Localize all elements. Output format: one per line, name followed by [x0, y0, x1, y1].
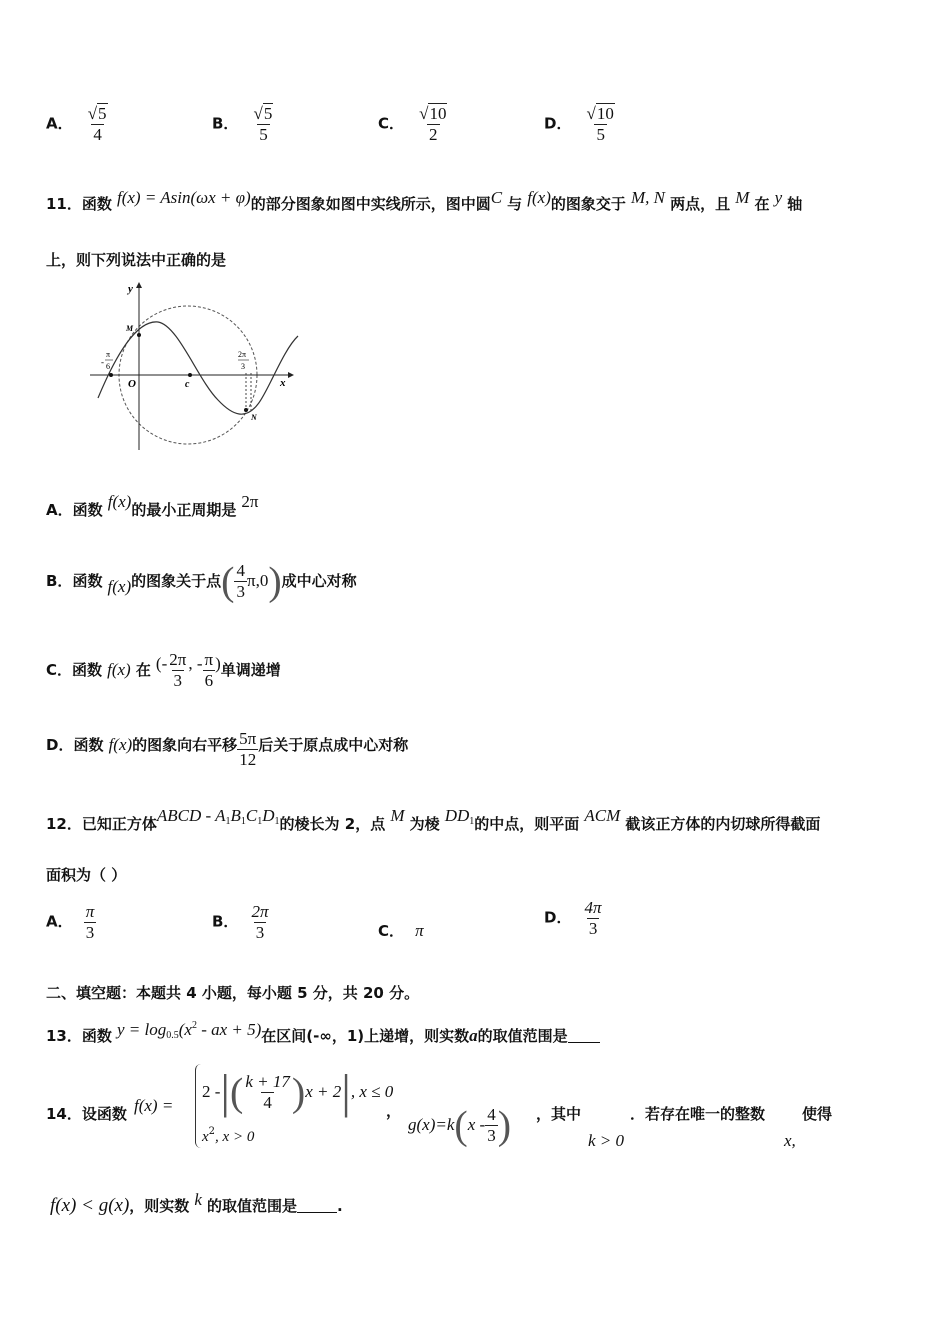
option-label: B．	[212, 114, 239, 133]
option-label: B．	[212, 912, 239, 931]
option-text: 的最小正周期是	[131, 501, 237, 519]
edge-name	[445, 806, 475, 825]
subscript: 1	[257, 816, 263, 827]
n-label: N	[251, 413, 257, 422]
option-label: C．	[378, 922, 405, 940]
piece-1	[202, 1065, 394, 1119]
point-c	[188, 373, 192, 377]
subscript: 1	[469, 816, 475, 827]
q14-number	[46, 1103, 127, 1124]
q12-stem-line2: 面积为（ ）	[46, 866, 127, 884]
origin-label: O	[128, 378, 136, 390]
math-var: f(x)	[107, 492, 132, 511]
question-number: 12．	[46, 815, 82, 833]
q11-stem-line2: 上，则下列说法中正确的是	[46, 251, 227, 269]
sqrt-sign: √	[87, 104, 98, 123]
section-2-title: 二、填空题：本题共 4 小题，每小题 5 分，共 20 分。	[46, 984, 420, 1002]
denominator: 3	[487, 1126, 496, 1145]
stem-text: 的取值范围是	[207, 1197, 298, 1215]
q11-option-a	[46, 492, 259, 520]
denominator: 4	[263, 1093, 272, 1112]
formula-part: - ax + 5)	[196, 1020, 262, 1039]
option-label: C．	[378, 114, 405, 133]
math-var: f(x)	[527, 188, 551, 207]
formula: f(x) = Asin(ωx + φ)	[116, 188, 251, 207]
math-var: f(x)	[107, 577, 132, 596]
numerator: 2π	[251, 902, 269, 921]
q10-option-c	[378, 104, 449, 144]
stem-text: 为棱	[409, 815, 440, 833]
x-axis-arrow	[288, 372, 294, 378]
neg-sign: -	[101, 357, 104, 367]
q11-option-c	[46, 636, 281, 698]
option-text: 的图象关于点	[131, 572, 222, 590]
fraction	[417, 104, 449, 144]
q10-option-d	[544, 104, 617, 144]
stem-text: 的棱长为 2，点	[279, 815, 386, 833]
numerator: 5π	[239, 729, 257, 748]
radicand: 5	[98, 104, 107, 123]
option-label: D．	[46, 736, 74, 754]
point-m	[137, 333, 141, 337]
math-value: π,0	[246, 571, 269, 590]
cube-name	[157, 806, 280, 825]
denominator: 4	[93, 124, 102, 144]
formula-part: x -	[467, 1115, 486, 1134]
c-label: c	[185, 379, 190, 390]
stem-text: 的图象交于	[550, 195, 626, 213]
abs-bar: |	[220, 1065, 231, 1119]
edge-letters: DD	[444, 806, 470, 825]
denominator: 5	[259, 124, 268, 144]
log-base: 0.5	[166, 1030, 179, 1041]
q14-line2	[50, 1190, 343, 1217]
math-var: x	[202, 1129, 209, 1145]
formula-part: (x	[178, 1020, 192, 1039]
fraction	[252, 104, 276, 144]
option-text: 函数	[73, 736, 104, 754]
math-var: a	[469, 1026, 478, 1045]
q13-stem	[46, 1012, 600, 1050]
stem-text: 函数	[81, 1027, 112, 1045]
stem-text: 函数	[81, 195, 112, 213]
formula: g(x)=k	[408, 1115, 455, 1134]
denominator: 3	[588, 918, 598, 938]
math-var: M, N	[630, 188, 665, 207]
math-var: k	[194, 1190, 202, 1209]
exponent: 2	[208, 1126, 216, 1137]
fraction	[583, 898, 604, 938]
q14-gx	[408, 1100, 511, 1151]
option-text: 单调递增	[220, 661, 281, 679]
numerator: π	[85, 902, 95, 921]
math-value: π	[415, 921, 424, 940]
fraction	[86, 104, 110, 144]
stem-text: 设函数	[81, 1105, 127, 1123]
math-value: , x ≤ 0	[350, 1082, 394, 1101]
denominator: 3	[85, 922, 95, 942]
stem-text: 两点，且	[670, 195, 731, 213]
radicand: 5	[263, 104, 273, 123]
y-axis-arrow	[136, 282, 142, 288]
x-var: x,	[784, 1131, 796, 1150]
math-value: )	[215, 654, 221, 673]
vertex: A	[215, 806, 226, 825]
math-value: , -	[188, 654, 203, 673]
option-text: 函数	[72, 572, 103, 590]
numerator: 4π	[584, 898, 602, 917]
stem-text: 的部分图象如图中实线所示，图中圆	[250, 195, 491, 213]
vertex: B	[230, 806, 241, 825]
vertex: D	[262, 806, 275, 825]
q10-option-b	[212, 104, 275, 144]
left-paren: (	[221, 558, 235, 604]
sqrt-sign: √	[253, 104, 263, 123]
option-label: D．	[544, 114, 572, 133]
q12-option-c	[378, 920, 424, 941]
q14-fx: f(x) =	[134, 1096, 174, 1115]
option-text: 的图象向右平移	[132, 736, 238, 754]
two-pi-den: 3	[241, 362, 245, 371]
denominator: 2	[429, 124, 438, 144]
fraction	[84, 902, 97, 942]
question-number: 14．	[46, 1105, 82, 1123]
option-label: D．	[544, 908, 572, 927]
right-paren: )	[497, 1102, 512, 1148]
option-label: C．	[46, 661, 73, 679]
subscript: 1	[240, 816, 246, 827]
math-var: y	[774, 188, 783, 207]
neg-pi-num: π	[106, 350, 111, 359]
fraction	[243, 1072, 292, 1112]
inequality: f(x) < g(x)	[50, 1195, 130, 1216]
option-label: A．	[46, 114, 73, 133]
option-label: B．	[46, 572, 73, 590]
math-value: 2π	[241, 492, 259, 511]
math-var: M	[735, 188, 750, 207]
stem-text: 轴	[787, 195, 803, 213]
math-value: (-	[155, 654, 168, 673]
stem-text: 已知正方体	[81, 815, 157, 833]
stem-text: 截该正方体的内切球所得截面	[625, 815, 821, 833]
point-neg-pi-6	[109, 373, 113, 377]
denominator: 12	[239, 749, 257, 769]
formula	[117, 1020, 261, 1039]
answer-blank[interactable]	[568, 1042, 600, 1043]
answer-blank[interactable]	[297, 1212, 337, 1213]
sine-curve	[98, 322, 298, 414]
math-value: x + 2	[305, 1082, 342, 1101]
formula-part: y = log	[116, 1020, 167, 1039]
option-text: 成中心对称	[281, 572, 357, 590]
fraction	[585, 104, 617, 144]
q12-option-b	[212, 902, 271, 942]
q14-t2: ，其中	[536, 1105, 582, 1123]
stem-text: 的取值范围是	[477, 1027, 568, 1045]
left-paren: (	[230, 1069, 244, 1115]
stem-text: 在区间(-∞，1)上递增，则实数	[261, 1027, 470, 1045]
subscript: 1	[274, 816, 280, 827]
option-text: 函数	[72, 661, 103, 679]
sqrt-sign: √	[419, 104, 429, 123]
fraction	[203, 650, 216, 690]
stem-text: ，则实数	[129, 1197, 190, 1215]
denominator: 3	[236, 582, 245, 601]
q12-option-a	[46, 902, 96, 942]
denominator: 3	[255, 922, 265, 942]
stem-text: 与	[507, 195, 523, 213]
cube-base: ABCD -	[156, 806, 212, 825]
fraction	[167, 650, 188, 690]
option-label: A．	[46, 912, 73, 931]
q14-t4: 使得	[802, 1105, 833, 1123]
y-label: y	[128, 283, 133, 295]
q11-option-d	[46, 712, 408, 778]
radicand: 10	[429, 104, 447, 123]
m-label: M	[126, 324, 134, 333]
q10-option-a	[46, 104, 110, 144]
point-n	[244, 408, 248, 412]
option-label: A．	[46, 501, 73, 519]
denominator: 6	[204, 671, 214, 690]
sqrt-sign: √	[586, 104, 596, 123]
math-var: C	[490, 188, 503, 207]
math-var: f(x)	[107, 660, 131, 679]
subscript: 1	[225, 816, 231, 827]
fraction	[250, 902, 271, 942]
two-pi-num: 2π	[238, 350, 247, 359]
q11-stem-line1	[46, 186, 802, 216]
q12-option-d	[544, 898, 604, 938]
left-paren: (	[454, 1102, 468, 1148]
abs-bar: |	[341, 1065, 351, 1119]
numerator: π	[204, 650, 214, 670]
numerator: 2π	[169, 650, 187, 670]
option-text: 在	[135, 661, 151, 679]
fraction	[485, 1105, 498, 1145]
stem-text: 的中点，则平面	[474, 815, 580, 833]
k-condition: k > 0	[588, 1131, 625, 1150]
vertex: C	[245, 806, 258, 825]
comma: ，	[386, 1102, 402, 1120]
numerator: 4	[236, 561, 245, 581]
right-paren: )	[268, 558, 282, 604]
exponent: 2	[191, 1020, 197, 1031]
fraction	[237, 729, 258, 769]
piece-2	[202, 1126, 254, 1146]
stem-text: 在	[754, 195, 770, 213]
radicand: 10	[596, 104, 614, 123]
denominator: 5	[596, 124, 605, 144]
q12-stem-line1	[46, 802, 820, 838]
period: .	[337, 1197, 343, 1215]
math-var: ACM	[584, 806, 621, 825]
math-var: f(x)	[108, 735, 133, 754]
numerator: k + 17	[245, 1072, 290, 1092]
question-number: 11．	[46, 195, 82, 213]
q11-graph	[88, 280, 303, 455]
math-value: , x > 0	[215, 1129, 255, 1145]
right-paren: )	[291, 1069, 306, 1115]
denominator: 3	[173, 671, 183, 690]
neg-pi-den: 6	[106, 362, 110, 371]
fraction	[234, 561, 247, 601]
numerator: 4	[487, 1105, 496, 1125]
q11-option-b	[46, 553, 357, 615]
question-number: 13．	[46, 1027, 82, 1045]
math-var: M	[390, 806, 405, 825]
option-text: 后关于原点成中心对称	[258, 736, 409, 754]
option-text: 函数	[72, 501, 103, 519]
q14-t3: ．若存在唯一的整数	[630, 1105, 766, 1123]
math-value: 2 -	[202, 1082, 221, 1101]
x-label: x	[280, 377, 286, 389]
